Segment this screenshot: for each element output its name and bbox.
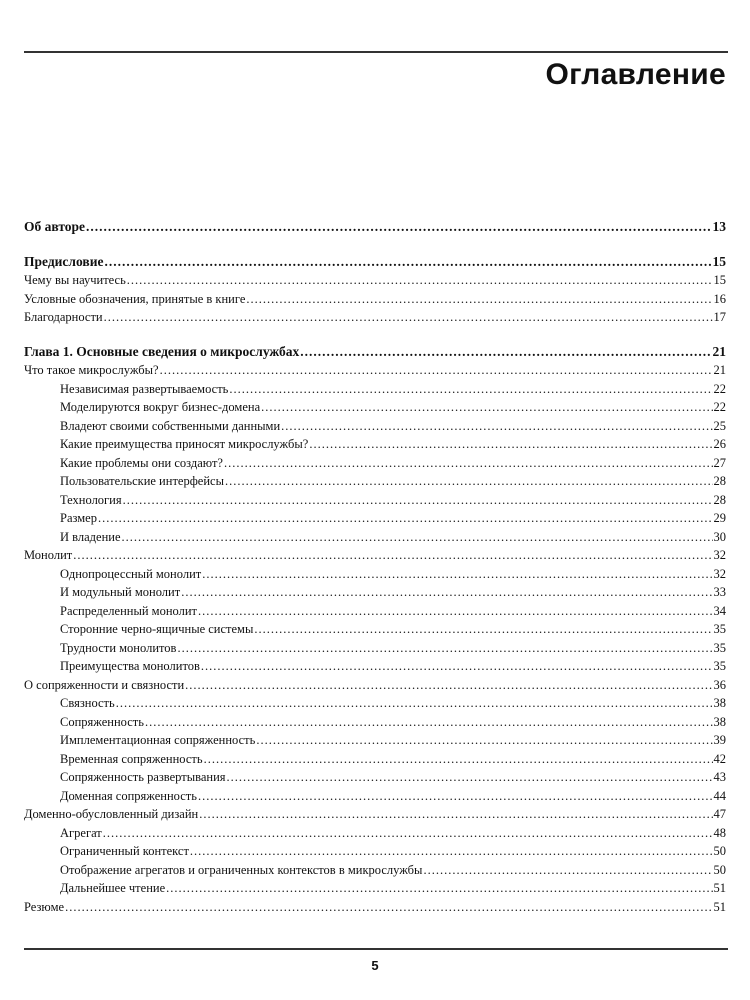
toc-entry-page: 38 xyxy=(713,714,726,729)
toc-entry-label: Владеют своими собственными данными xyxy=(60,418,281,433)
toc-entry-page: 35 xyxy=(713,659,726,673)
toc-subentry[interactable] xyxy=(24,768,726,787)
toc-entry-page: 35 xyxy=(713,622,726,636)
toc-entry-page: 39 xyxy=(713,733,726,747)
toc-dot-leader xyxy=(202,565,712,584)
table-of-contents xyxy=(24,218,726,916)
toc-entry[interactable] xyxy=(24,546,726,565)
toc-dot-leader xyxy=(224,454,713,473)
toc-entry[interactable] xyxy=(24,805,726,824)
toc-subentry[interactable] xyxy=(24,435,726,454)
toc-entry-label: Чему вы научитесь xyxy=(24,273,126,287)
toc-subentry[interactable] xyxy=(24,454,726,473)
toc-entry-label: Агрегат xyxy=(60,825,102,840)
toc-subentry[interactable] xyxy=(24,528,726,547)
toc-dot-leader xyxy=(160,361,713,380)
toc-entry-label: О сопряженности и связности xyxy=(24,677,185,692)
toc-subentry[interactable] xyxy=(24,380,726,399)
toc-entry-page: 32 xyxy=(713,548,726,562)
toc-subentry[interactable] xyxy=(24,639,726,658)
toc-entry-label: Дальнейшее чтение xyxy=(60,881,166,895)
toc-dot-leader xyxy=(261,398,712,417)
toc-entry-chapter-1[interactable] xyxy=(24,343,726,362)
toc-entry-label: Имплементационная сопряженность xyxy=(60,733,256,747)
toc-entry[interactable] xyxy=(24,271,726,290)
toc-entry-label: Временная сопряженность xyxy=(60,751,203,766)
toc-dot-leader xyxy=(123,491,713,510)
bottom-rule xyxy=(24,948,728,950)
toc-entry-page: 28 xyxy=(713,474,726,488)
toc-entry-page: 17 xyxy=(713,310,726,324)
toc-entry-page: 21 xyxy=(712,343,726,359)
toc-entry-page: 22 xyxy=(713,400,726,414)
toc-entry-page: 38 xyxy=(713,696,726,710)
toc-dot-leader xyxy=(256,731,712,750)
toc-dot-leader xyxy=(104,308,713,327)
toc-entry-page: 51 xyxy=(713,899,726,914)
toc-entry-page: 34 xyxy=(713,603,726,618)
toc-entry-label: Сторонние черно-ящичные системы xyxy=(60,622,254,636)
toc-dot-leader xyxy=(190,842,713,861)
toc-dot-leader xyxy=(201,657,713,676)
toc-entry-page: 47 xyxy=(713,807,726,821)
toc-dot-leader xyxy=(225,472,713,491)
toc-dot-leader xyxy=(145,713,713,732)
toc-entry-label: И модульный монолит xyxy=(60,585,181,599)
toc-dot-leader xyxy=(300,343,711,362)
toc-entry[interactable] xyxy=(24,676,726,695)
toc-entry-page: 28 xyxy=(713,492,726,507)
toc-entry-page: 15 xyxy=(712,253,726,269)
toc-dot-leader xyxy=(199,805,712,824)
toc-dot-leader xyxy=(229,380,712,399)
toc-entry-label: Ограниченный контекст xyxy=(60,844,189,858)
toc-subentry[interactable] xyxy=(24,731,726,750)
toc-entry-label: Технология xyxy=(60,492,122,507)
toc-entry-page: 50 xyxy=(713,862,726,877)
toc-entry-label: Доменно-обусловленный дизайн xyxy=(24,807,199,821)
toc-dot-leader xyxy=(177,639,712,658)
page-number: 5 xyxy=(371,958,379,973)
toc-subentry[interactable] xyxy=(24,491,726,510)
toc-entry-page: 26 xyxy=(713,437,726,451)
toc-entry-label: Однопроцессный монолит xyxy=(60,566,202,581)
toc-entry-page: 15 xyxy=(713,273,726,287)
toc-entry-page: 30 xyxy=(713,529,726,544)
toc-dot-leader xyxy=(127,271,713,290)
toc-entry-label: Какие проблемы они создают? xyxy=(60,455,223,470)
toc-dot-leader xyxy=(116,694,713,713)
toc-dot-leader xyxy=(227,768,713,787)
toc-entry-page: 29 xyxy=(713,511,726,525)
toc-entry-label: И владение xyxy=(60,529,121,544)
toc-entry-label: Моделируются вокруг бизнес-домена xyxy=(60,400,261,414)
toc-dot-leader xyxy=(204,750,713,769)
toc-entry-page: 33 xyxy=(713,585,726,599)
toc-dot-leader xyxy=(103,824,713,843)
toc-entry-page: 32 xyxy=(713,566,726,581)
toc-entry-page: 50 xyxy=(713,844,726,858)
toc-entry-page: 35 xyxy=(713,640,726,655)
page-title: Оглавление xyxy=(545,58,726,91)
toc-subentry[interactable] xyxy=(24,713,726,732)
toc-subentry[interactable] xyxy=(24,602,726,621)
toc-subentry[interactable] xyxy=(24,657,726,676)
toc-subentry[interactable] xyxy=(24,565,726,584)
toc-dot-leader xyxy=(122,528,713,547)
toc-entry-label: Размер xyxy=(60,511,97,525)
toc-dot-leader xyxy=(281,417,712,436)
toc-entry[interactable] xyxy=(24,361,726,380)
toc-entry[interactable] xyxy=(24,290,726,309)
toc-entry[interactable] xyxy=(24,308,726,327)
toc-entry-page: 42 xyxy=(713,751,726,766)
toc-dot-leader xyxy=(73,546,712,565)
toc-entry-page: 27 xyxy=(713,455,726,470)
toc-entry-label: Независимая развертываемость xyxy=(60,381,229,396)
toc-entry-label: Доменная сопряженность xyxy=(60,788,197,803)
toc-entry-label: Резюме xyxy=(24,899,65,914)
toc-entry-page: 44 xyxy=(713,788,726,803)
toc-subentry[interactable] xyxy=(24,583,726,602)
toc-dot-leader xyxy=(65,898,712,917)
toc-entry-page: 25 xyxy=(713,418,726,433)
toc-entry-label: Благодарности xyxy=(24,310,103,324)
toc-entry-label: Трудности монолитов xyxy=(60,640,177,655)
toc-dot-leader xyxy=(98,509,713,528)
toc-entry-label: Об авторе xyxy=(24,219,86,234)
toc-entry-about-author[interactable] xyxy=(24,218,726,237)
toc-subentry[interactable] xyxy=(24,694,726,713)
toc-entry-label: Сопряженность xyxy=(60,714,144,729)
toc-entry-label: Какие преимущества приносят микрослужбы? xyxy=(60,437,309,451)
toc-entry-label: Что такое микрослужбы? xyxy=(24,363,159,377)
toc-subentry[interactable] xyxy=(24,417,726,436)
toc-subentry[interactable] xyxy=(24,824,726,843)
toc-subentry[interactable] xyxy=(24,398,726,417)
toc-entry-page: 13 xyxy=(712,219,726,234)
toc-subentry[interactable] xyxy=(24,861,726,880)
toc-subentry[interactable] xyxy=(24,620,726,639)
toc-dot-leader xyxy=(246,290,712,309)
toc-entry-label: Пользовательские интерфейсы xyxy=(60,474,224,488)
toc-dot-leader xyxy=(181,583,712,602)
toc-entry-page: 51 xyxy=(713,881,726,895)
toc-entry-page: 48 xyxy=(713,825,726,840)
toc-entry-page: 22 xyxy=(713,381,726,396)
toc-dot-leader xyxy=(86,218,711,237)
toc-subentry[interactable] xyxy=(24,842,726,861)
toc-entry-label: Преимущества монолитов xyxy=(60,659,200,673)
toc-entry-label: Монолит xyxy=(24,548,73,562)
toc-dot-leader xyxy=(423,861,712,880)
toc-subentry[interactable] xyxy=(24,509,726,528)
toc-entry-label: Глава 1. Основные сведения о микрослужбах xyxy=(24,343,300,359)
toc-entry-label: Предисловие xyxy=(24,253,104,269)
toc-dot-leader xyxy=(198,787,713,806)
toc-subentry[interactable] xyxy=(24,879,726,898)
toc-entry-label: Сопряженность развертывания xyxy=(60,770,226,784)
toc-entry-label: Связность xyxy=(60,696,115,710)
toc-subentry[interactable] xyxy=(24,750,726,769)
toc-dot-leader xyxy=(166,879,712,898)
toc-entry-preface[interactable] xyxy=(24,253,726,272)
toc-dot-leader xyxy=(104,253,711,272)
toc-subentry[interactable] xyxy=(24,472,726,491)
toc-entry-page: 43 xyxy=(713,770,726,784)
top-rule xyxy=(24,51,728,53)
toc-entry[interactable] xyxy=(24,898,726,917)
toc-entry-page: 21 xyxy=(713,363,726,377)
toc-entry-page: 36 xyxy=(713,677,726,692)
toc-dot-leader xyxy=(198,602,713,621)
toc-entry-page: 16 xyxy=(713,291,726,306)
toc-dot-leader xyxy=(254,620,712,639)
toc-entry-label: Отображение агрегатов и ограниченных контекстов в микрослужбы xyxy=(60,862,423,877)
toc-entry-label: Распределенный монолит xyxy=(60,603,197,618)
toc-dot-leader xyxy=(185,676,712,695)
toc-dot-leader xyxy=(309,435,712,454)
toc-entry-label: Условные обозначения, принятые в книге xyxy=(24,291,246,306)
toc-subentry[interactable] xyxy=(24,787,726,806)
